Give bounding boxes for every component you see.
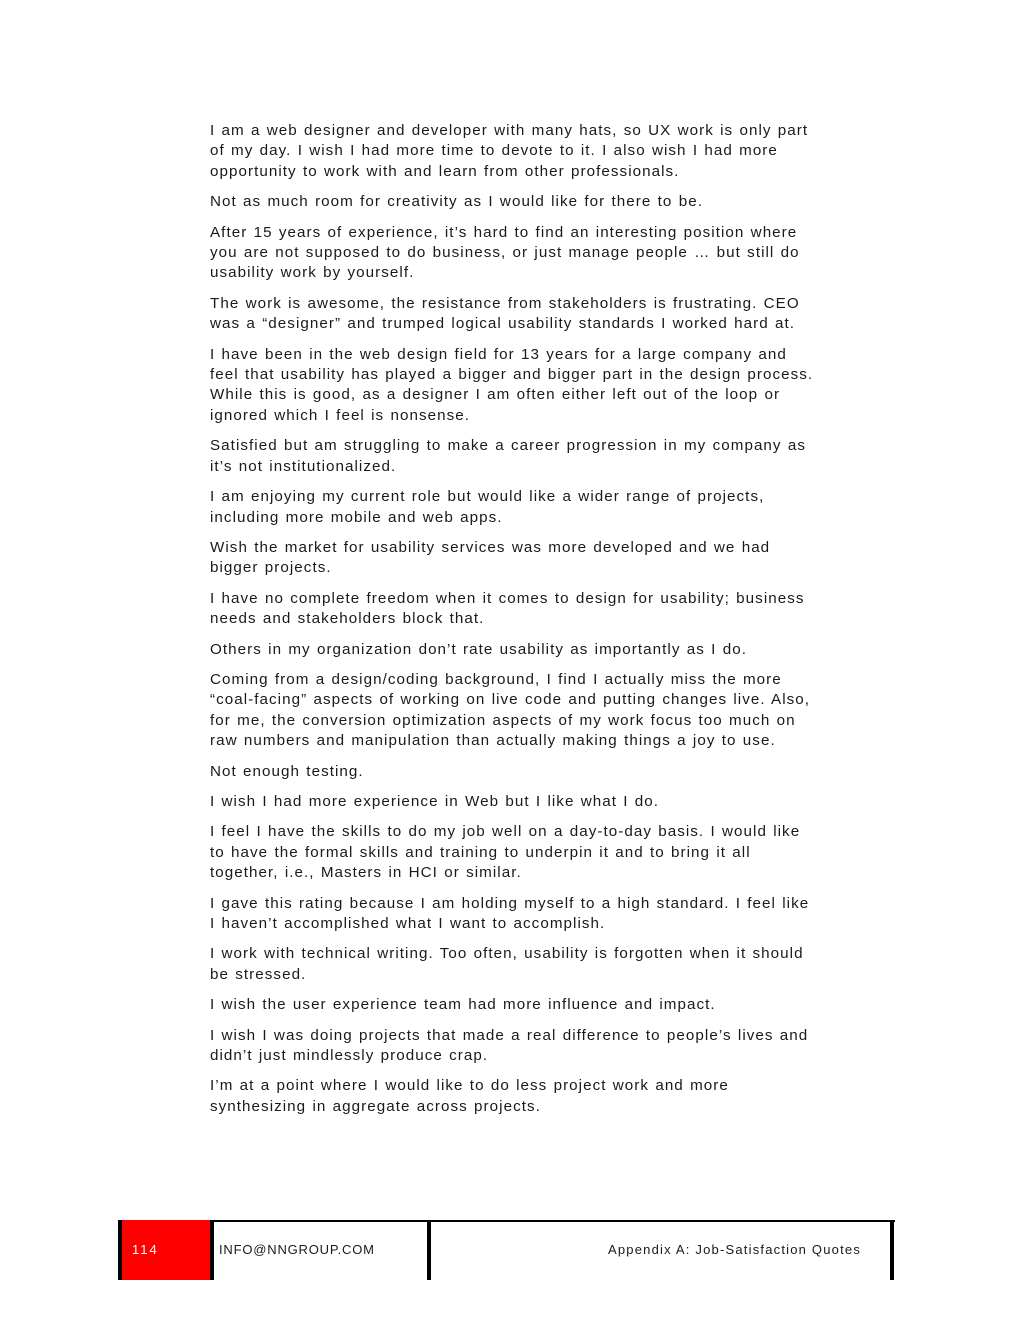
footer-divider (890, 1220, 894, 1280)
quote-paragraph: Wish the market for usability services was more developed and we had bigger projects. (210, 538, 771, 577)
quote-list (210, 121, 820, 1127)
quote-paragraph: I wish I was doing projects that made a real difference to people’s lives and didn’t just mindlessly produce crap. (210, 1026, 809, 1065)
page-footer (118, 1220, 895, 1280)
quote-paragraph: Coming from a design/coding background, I find I actually miss the more “coal-facing” aspects of working on live code and putting changes live. Also, for me, the conversion optimization aspects of my work focus too much on raw numbers and manipulation than actually making things a joy to use. (210, 670, 811, 750)
quote-paragraph: I feel I have the skills to do my job well on a day-to-day basis. I would like to have the formal skills and training to underpin it and to bring it all together, i.e., Masters in HCI or similar. (210, 823, 801, 882)
footer-divider (210, 1220, 214, 1280)
quote-paragraph: I work with technical writing. Too often, usability is forgotten when it should be stressed. (210, 945, 804, 983)
quote-paragraph: Satisfied but am struggling to make a career progression in my company as it’s not institutionalized. (210, 437, 806, 475)
quote-paragraph: I gave this rating because I am holding myself to a high standard. I feel like I haven’t accomplished what I want to accomplish. (210, 894, 810, 932)
quote-paragraph: The work is awesome, the resistance from stakeholders is frustrating. CEO was a “designer” and trumped logical usability standards I worked hard at. (210, 294, 800, 333)
quote-paragraph: I am a web designer and developer with many hats, so UX work is only part of my day. I wish I had more time to devote to it. I also wish I had more opportunity to work with and learn from other professionals. (210, 122, 809, 180)
footer-divider (427, 1220, 431, 1280)
quote-paragraph: I wish the user experience team had more influence and impact. (210, 996, 716, 1014)
footer-email: INFO@NNGROUP.COM (219, 1242, 375, 1257)
page-number-box (118, 1220, 210, 1280)
quote-paragraph: Not as much room for creativity as I would like for there to be. (210, 193, 703, 211)
page-number: 114 (132, 1242, 159, 1257)
quote-paragraph: I’m at a point where I would like to do less project work and more synthesizing in aggregate across projects. (210, 1077, 729, 1115)
quote-paragraph: I have been in the web design field for 13 years for a large company and feel that usability has played a bigger and bigger part in the design process. While this is good, as a designer I am often either left out of the loop or ignored which I feel is nonsense. (210, 345, 814, 424)
quote-paragraph: Not enough testing. (210, 762, 364, 780)
quote-paragraph: After 15 years of experience, it’s hard to find an interesting position where you are not supposed to do business, or just manage people … but still do usability work by yourself. (210, 223, 800, 282)
footer-rule (118, 1220, 895, 1222)
quote-paragraph: I have no complete freedom when it comes to design for usability; business needs and stakeholders block that. (210, 589, 805, 628)
footer-section-title: Appendix A: Job-Satisfaction Quotes (608, 1242, 862, 1257)
quote-paragraph: Others in my organization don’t rate usability as importantly as I do. (210, 640, 747, 658)
quote-paragraph: I wish I had more experience in Web but I like what I do. (210, 792, 660, 810)
quote-paragraph: I am enjoying my current role but would like a wider range of projects, including more mobile and web apps. (210, 488, 765, 526)
